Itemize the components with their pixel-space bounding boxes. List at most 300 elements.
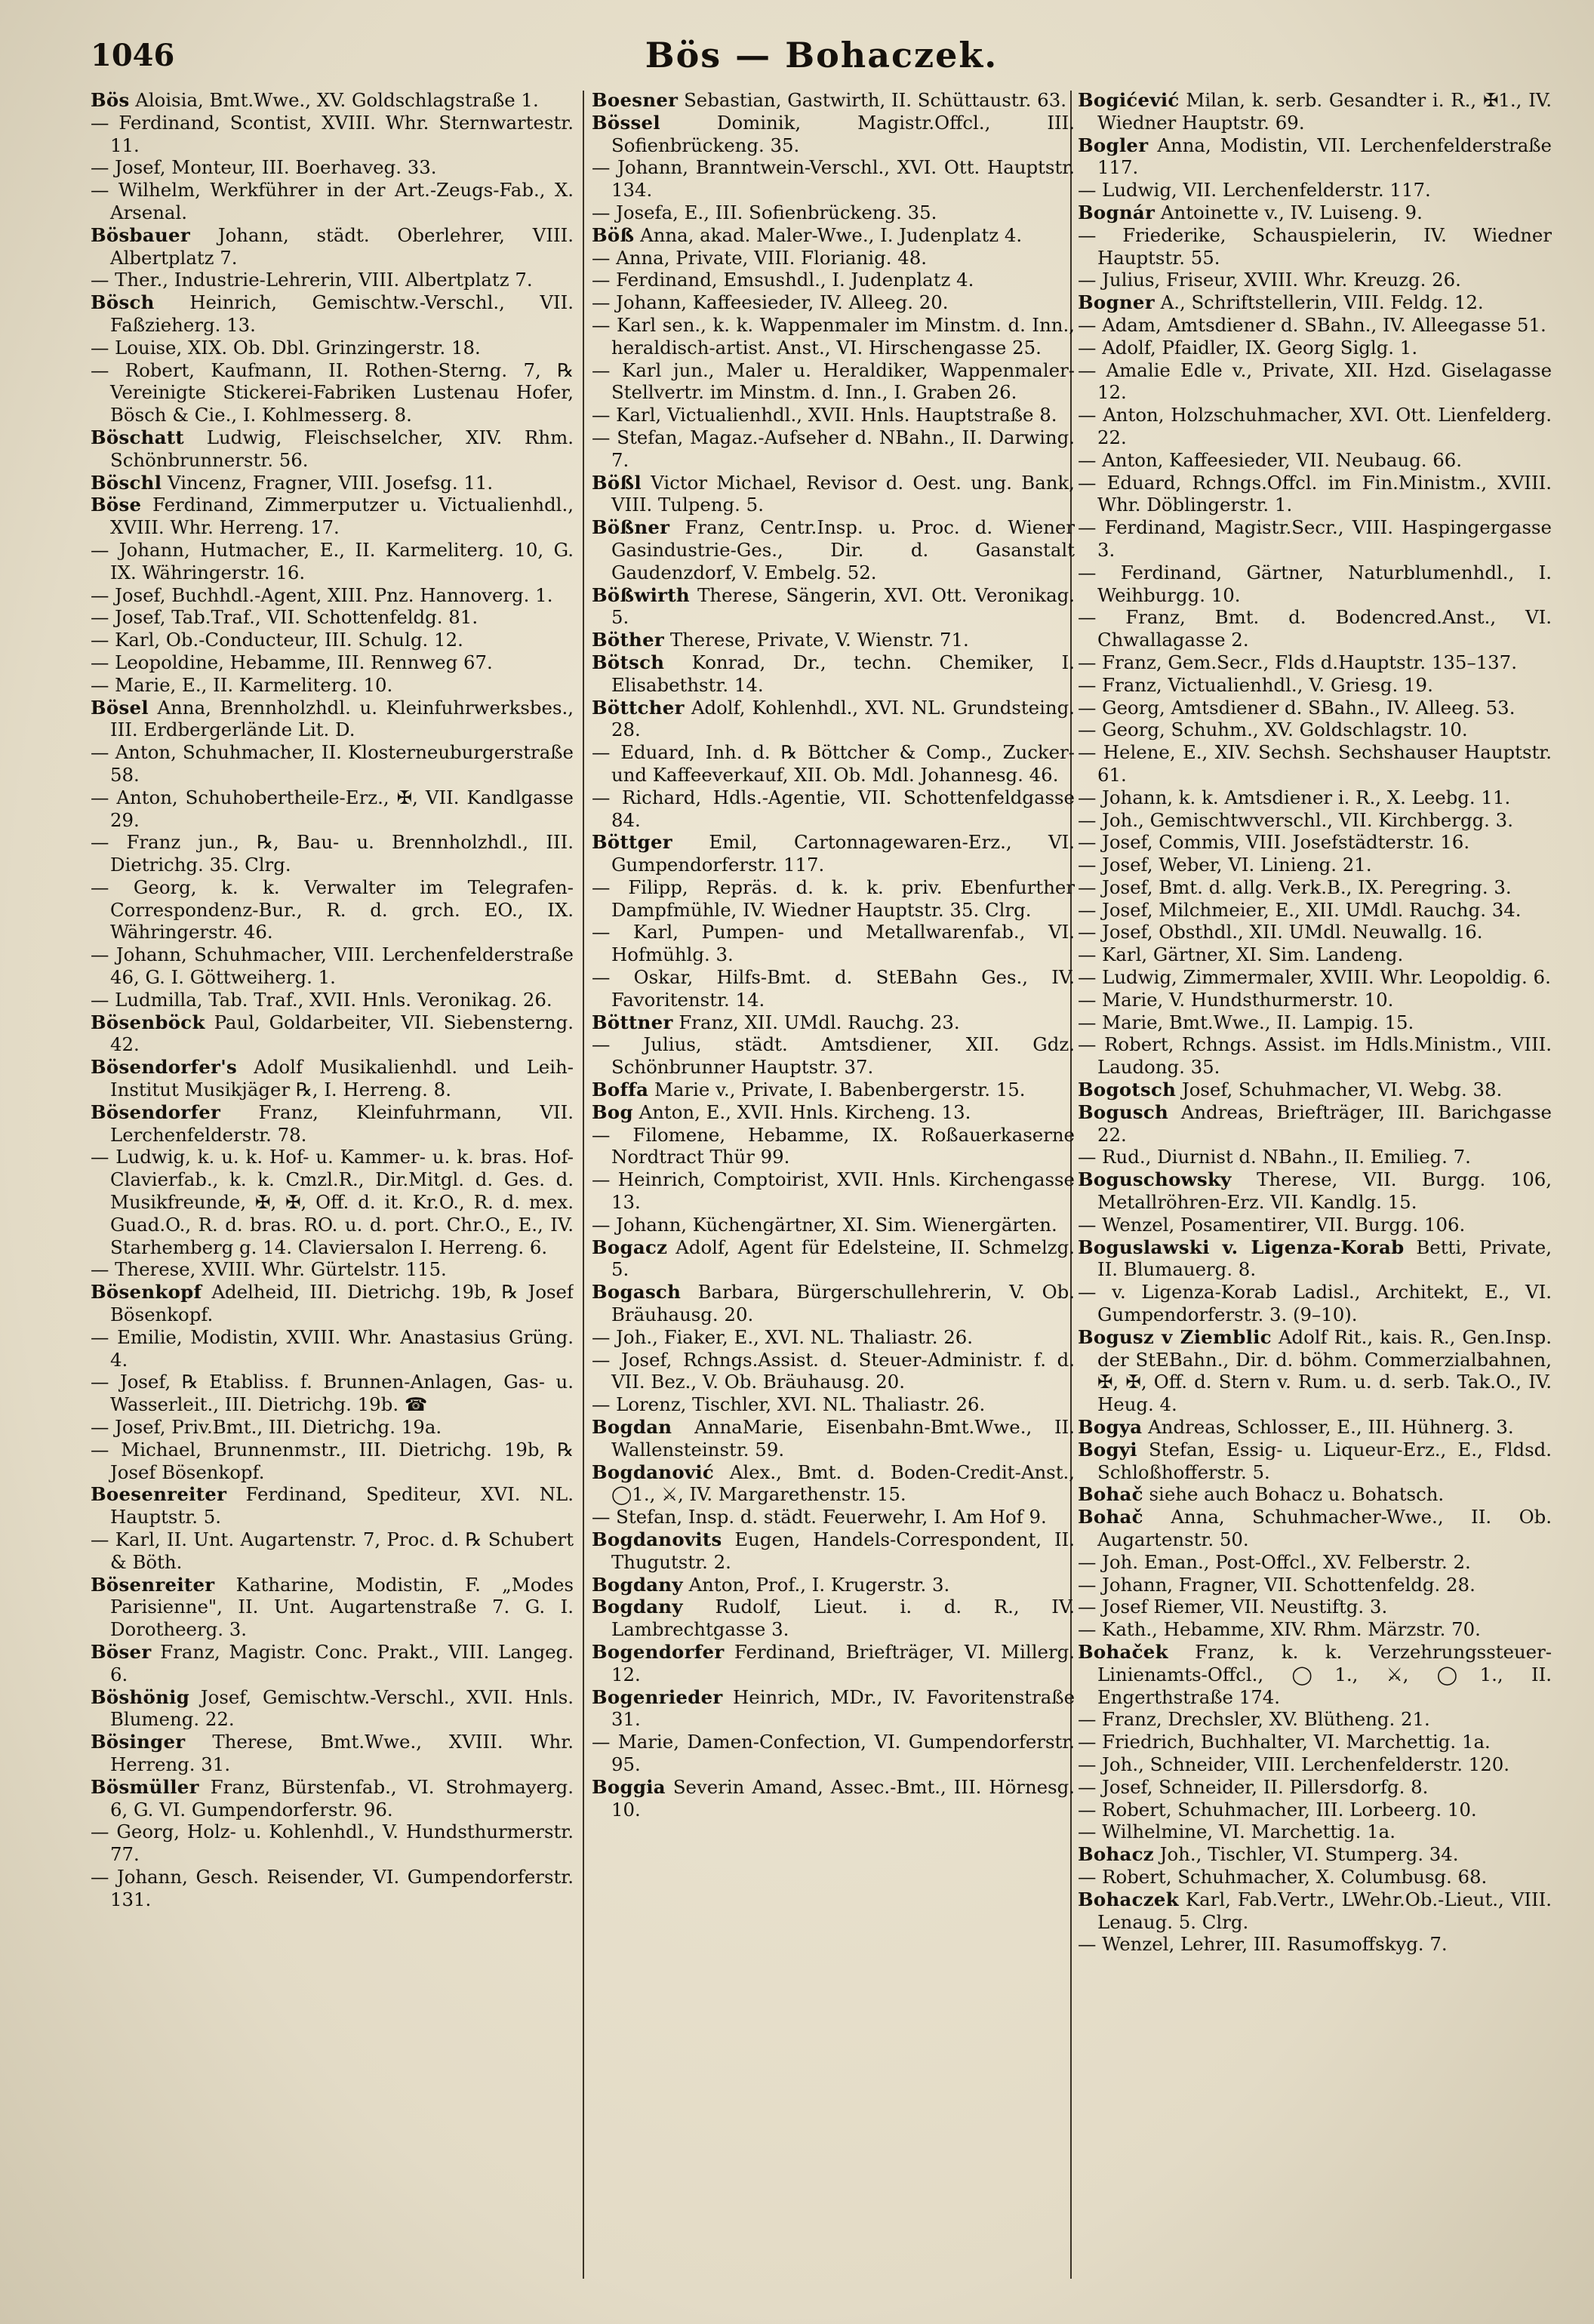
entry-details: — Josef, Buchhdl.-Agent, XIII. Pnz. Hannoverg. 1.	[91, 583, 553, 606]
directory-entry	[592, 1236, 1075, 1282]
entry-details: — Ferdinand, Magistr.Secr., VIII. Haspingergasse 3.	[1078, 516, 1552, 561]
entry-details: — Georg, k. k. Verwalter im Telegrafen-Correspondenz-Bur., R. d. grch. EO., IX. Währingerstr. 46.	[91, 876, 574, 943]
entry-details: AnnaMarie, Eisenbahn-Bmt.Wwe., II. Wallensteinstr. 59.	[611, 1416, 1075, 1461]
entry-surname: Bogner	[1078, 291, 1155, 314]
entry-details: — Leopoldine, Hebamme, III. Rennweg 67.	[91, 651, 493, 673]
entry-details: Karl, Fab.Vertr., LWehr.Ob.-Lieut., VIII. Lenaug. 5. Clrg.	[1097, 1888, 1552, 1933]
directory-entry	[592, 876, 1075, 922]
directory-entry	[1078, 1483, 1552, 1506]
entry-details: — Adam, Amtsdiener d. SBahn., IV. Alleegasse 51.	[1078, 313, 1546, 336]
entry-details: Therese, VII. Burgg. 106, Metallröhren-Erz. VII. Kandlg. 15.	[1097, 1168, 1552, 1214]
entry-details: Therese, Private, V. Wienstr. 71.	[664, 629, 969, 651]
entry-details: — Rud., Diurnist d. NBahn., II. Emilieg. 7.	[1078, 1146, 1471, 1168]
directory-entry	[1078, 697, 1552, 719]
directory-entry	[1078, 1843, 1552, 1866]
entry-details: — Stefan, Magaz.-Aufseher d. NBahn., II. Darwing. 7.	[592, 426, 1075, 471]
entry-surname: Böß	[592, 223, 635, 246]
entry-details: — Ferdinand, Gärtner, Naturblumenhdl., I. Weihburgg. 10.	[1078, 561, 1552, 606]
entry-surname: Boguslawski v. Ligenza-Korab	[1078, 1236, 1405, 1258]
entry-details: — Wilhelm, Werkführer in der Art.-Zeugs-Fab., X. Arsenal.	[91, 179, 574, 223]
directory-entry	[1078, 921, 1552, 943]
entry-details: Andreas, Briefträger, III. Barichgasse 22.	[1097, 1100, 1552, 1146]
directory-entry	[1078, 1888, 1552, 1934]
directory-entry	[592, 1011, 1075, 1034]
directory-entry	[91, 606, 574, 629]
directory-entry	[91, 876, 574, 943]
entry-surname: Bogendorfer	[592, 1640, 725, 1663]
directory-entry	[1078, 291, 1552, 314]
directory-entry	[91, 269, 574, 291]
entry-details: — Karl sen., k. k. Wappenmaler im Minstm. d. Inn., heraldisch-artist. Anst., VI. Hirschengasse 25.	[592, 313, 1075, 359]
entry-surname: Bößner	[592, 516, 670, 539]
directory-entry	[592, 1641, 1075, 1686]
entry-details: Aloisia, Bmt.Wwe., XV. Goldschlagstraße 1.	[129, 89, 539, 111]
directory-entry	[1078, 1933, 1552, 1956]
directory-entry	[1078, 337, 1552, 359]
entry-details: Anna, Schuhmacher-Wwe., II. Ob. Augartenstr. 50.	[1097, 1506, 1552, 1550]
directory-entry	[1078, 719, 1552, 741]
directory-entry	[1078, 831, 1552, 854]
entry-surname: Bösel	[91, 696, 149, 719]
column-1	[91, 89, 574, 2294]
directory-entry	[91, 1821, 574, 1866]
entry-surname: Bößwirth	[592, 583, 690, 606]
directory-entry	[592, 1686, 1075, 1731]
entry-details: Adelheid, III. Dietrichg. 19b, ℞ Josef Bösenkopf.	[110, 1281, 574, 1326]
directory-entry	[1078, 1731, 1552, 1753]
directory-entry	[1078, 1416, 1552, 1439]
directory-entry	[91, 1439, 574, 1484]
directory-entry	[1078, 202, 1552, 224]
directory-entry	[592, 314, 1075, 359]
entry-surname: Boesner	[592, 89, 679, 111]
directory-entry	[592, 697, 1075, 742]
entry-surname: Bössel	[592, 111, 660, 134]
directory-entry	[91, 1146, 574, 1258]
entry-surname: Boguschowsky	[1078, 1168, 1232, 1191]
entry-details: siehe auch Bohacz u. Bohatsch.	[1143, 1483, 1445, 1506]
entry-surname: Bogasch	[592, 1281, 682, 1304]
directory-entry	[91, 1641, 574, 1686]
entry-details: — Franz, Bmt. d. Bodencred.Anst., VI. Chwallagasse 2.	[1078, 606, 1552, 651]
directory-entry	[1078, 1618, 1552, 1641]
entry-surname: Böther	[592, 629, 665, 651]
entry-details: — Franz, Drechsler, XV. Blütheng. 21.	[1078, 1708, 1430, 1731]
entry-details: — Robert, Schuhmacher, III. Lorbeerg. 10.	[1078, 1798, 1477, 1821]
directory-entry	[1078, 1799, 1552, 1821]
entry-details: Dominik, Magistr.Offcl., III. Sofienbrückeng. 35.	[611, 111, 1075, 156]
entry-surname: Bog	[592, 1100, 633, 1123]
entry-surname: Bogdan	[592, 1416, 672, 1439]
entry-details: — Josef, ℞ Etabliss. f. Brunnen-Anlagen, Gas- u. Wasserleit., III. Dietrichg. 19b. ☎	[91, 1371, 574, 1416]
directory-entry	[1078, 1551, 1552, 1574]
entry-details: Antoinette v., IV. Luiseng. 9.	[1155, 201, 1423, 223]
entry-details: — Friedrich, Buchhalter, VI. Marchettig. 1a.	[1078, 1731, 1491, 1753]
directory-entry	[1078, 899, 1552, 922]
entry-details: — Karl, Pumpen- und Metallwarenfab., VI. Hofmühlg. 3.	[592, 921, 1075, 966]
entry-details: — Eduard, Rchngs.Offcl. im Fin.Ministm., XVIII. Whr. Döblingerstr. 1.	[1078, 471, 1552, 516]
directory-entry	[592, 1596, 1075, 1641]
entry-details: — Therese, XVIII. Whr. Gürtelstr. 115.	[91, 1258, 447, 1281]
directory-entry	[1078, 1168, 1552, 1214]
entry-details: — Ferdinand, Scontist, XVIII. Whr. Sternwartestr. 11.	[91, 111, 574, 156]
directory-entry	[1078, 1708, 1552, 1731]
directory-entry	[592, 269, 1075, 291]
directory-entry	[91, 1574, 574, 1641]
directory-entry	[91, 989, 574, 1011]
directory-entry	[592, 1168, 1075, 1214]
directory-entry	[1078, 1146, 1552, 1168]
directory-entry	[1078, 1506, 1552, 1551]
entry-details: — Ludmilla, Tab. Traf., XVII. Hnls. Veronikag. 26.	[91, 988, 552, 1011]
directory-entry	[592, 112, 1075, 157]
directory-entry	[592, 1574, 1075, 1596]
entry-details: Franz, k. k. Verzehrungssteuer-Linienamts-Offcl., ◯1., ⚔, ◯1., II. Engerthstraße 174.	[1097, 1640, 1552, 1708]
entry-details: — Anton, Holzschuhmacher, XVI. Ott. Lienfelderg. 22.	[1078, 404, 1552, 448]
directory-entry	[91, 1371, 574, 1416]
entry-details: Andreas, Schlosser, E., III. Hühnerg. 3.	[1142, 1416, 1514, 1439]
directory-entry	[592, 1528, 1075, 1574]
entry-details: — Joh., Gemischtwverschl., VII. Kirchbergg. 3.	[1078, 808, 1513, 831]
entry-details: Franz, Kleinfuhrmann, VII. Lerchenfelderstr. 78.	[110, 1100, 574, 1146]
entry-surname: Bogyi	[1078, 1438, 1137, 1461]
entry-details: Franz, Bürstenfab., VI. Strohmayerg. 6, G. VI. Gumpendorferstr. 96.	[110, 1775, 574, 1821]
directory-entry	[592, 224, 1075, 247]
entry-details: — Joh., Fiaker, E., XVI. NL. Thaliastr. 26.	[592, 1325, 974, 1348]
entry-surname: Bogdanović	[592, 1461, 715, 1483]
entry-details: — Johann, Gesch. Reisender, VI. Gumpendorferstr. 131.	[91, 1865, 574, 1910]
entry-details: Ferdinand, Spediteur, XVI. NL. Hauptstr. 5.	[110, 1483, 574, 1528]
directory-entry	[592, 1506, 1075, 1528]
entry-details: — Ferdinand, Emsushdl., I. Judenplatz 4.	[592, 269, 974, 291]
entry-details: Heinrich, MDr., IV. Favoritenstraße 31.	[611, 1685, 1075, 1731]
entry-details: Marie v., Private, I. Babenbergerstr. 15.	[648, 1079, 1026, 1101]
entry-details: — Johann, k. k. Amtsdiener i. R., X. Leebg. 11.	[1078, 786, 1511, 808]
directory-entry	[592, 831, 1075, 876]
entry-surname: Böttcher	[592, 696, 685, 719]
column-divider	[583, 91, 584, 2279]
entry-details: — Ludwig, Zimmermaler, XVIII. Whr. Leopoldig. 6.	[1078, 966, 1551, 989]
entry-surname: Böschl	[91, 471, 162, 494]
entry-surname: Bogićević	[1078, 89, 1180, 111]
entry-details: — Anna, Private, VIII. Florianig. 48.	[592, 246, 928, 269]
directory-entry	[1078, 1033, 1552, 1079]
directory-entry	[91, 1686, 574, 1731]
directory-entry	[91, 1731, 574, 1776]
directory-entry	[592, 1349, 1075, 1394]
directory-entry	[91, 337, 574, 359]
directory-entry	[592, 247, 1075, 269]
directory-entry	[91, 426, 574, 472]
entry-details: — v. Ligenza-Korab Ladisl., Architekt, E., VI. Gumpendorferstr. 3. (9–10).	[1078, 1281, 1552, 1326]
entry-details: — Marie, E., II. Karmeliterg. 10.	[91, 673, 393, 696]
directory-entry	[91, 89, 574, 112]
directory-entry	[91, 786, 574, 832]
directory-entry	[592, 359, 1075, 405]
directory-entry	[592, 1101, 1075, 1124]
entry-surname: Bösmüller	[91, 1775, 199, 1798]
directory-entry	[1078, 269, 1552, 291]
entry-details: Barbara, Bürgerschullehrerin, V. Ob. Bräuhausg. 20.	[611, 1281, 1075, 1326]
entry-surname: Bogdany	[592, 1573, 683, 1596]
entry-surname: Bötsch	[592, 651, 665, 673]
entry-surname: Böshönig	[91, 1685, 190, 1708]
entry-details: — Eduard, Inh. d. ℞ Böttcher & Comp., Zucker- und Kaffeeverkauf, XII. Ob. Mdl. Johannesg. 46.	[592, 741, 1075, 786]
directory-entry	[1078, 359, 1552, 405]
entry-details: Anton, E., XVII. Hnls. Kircheng. 13.	[632, 1100, 971, 1123]
entry-surname: Bogdanovits	[592, 1528, 722, 1550]
directory-entry	[1078, 989, 1552, 1011]
entry-details: — Lorenz, Tischler, XVI. NL. Thaliastr. 26.	[592, 1393, 986, 1416]
entry-surname: Bohaczek	[1078, 1888, 1179, 1910]
directory-entry	[592, 966, 1075, 1011]
entry-details: — Georg, Amtsdiener d. SBahn., IV. Alleeg. 53.	[1078, 696, 1516, 719]
directory-entry	[1078, 134, 1552, 180]
entry-details: — Anton, Schuhmacher, II. Klosterneuburgerstraße 58.	[91, 741, 574, 786]
entry-details: — Josefa, E., III. Sofienbrückeng. 35.	[592, 201, 937, 223]
entry-details: — Johann, Branntwein-Verschl., XVI. Ott. Hauptstr. 134.	[592, 156, 1075, 202]
directory-entry	[1078, 651, 1552, 674]
directory-entry	[91, 472, 574, 494]
entry-details: — Marie, Damen-Confection, VI. Gumpendorferstr. 95.	[592, 1731, 1075, 1775]
directory-entry	[1078, 741, 1552, 786]
entry-details: — Josef, Commis, VIII. Josefstädterstr. 16.	[1078, 831, 1470, 854]
entry-details: A., Schriftstellerin, VIII. Feldg. 12.	[1154, 291, 1484, 314]
entry-details: Joh., Tischler, VI. Stumperg. 34.	[1153, 1843, 1459, 1866]
entry-details: Sebastian, Gastwirth, II. Schüttaustr. 63.	[678, 89, 1066, 111]
directory-entry	[1078, 1326, 1552, 1416]
entry-surname: Bogdany	[592, 1596, 683, 1618]
entry-surname: Bohač	[1078, 1506, 1143, 1528]
entry-surname: Boffa	[592, 1079, 649, 1101]
entry-details: — Kath., Hebamme, XIV. Rhm. Märzstr. 70.	[1078, 1618, 1481, 1641]
entry-details: — Johann, Fragner, VII. Schottenfeldg. 28.	[1078, 1573, 1476, 1596]
entry-details: — Johann, Kaffeesieder, IV. Alleeg. 20.	[592, 291, 949, 314]
entry-details: — Johann, Küchengärtner, XI. Sim. Wienergärten.	[592, 1213, 1057, 1236]
directory-entry	[592, 404, 1075, 426]
entry-details: — Marie, Bmt.Wwe., II. Lampig. 15.	[1078, 1011, 1414, 1033]
entry-details: Rudolf, Lieut. i. d. R., IV. Lambrechtgasse 3.	[611, 1596, 1075, 1641]
entry-details: — Joh., Schneider, VIII. Lerchenfelderstr. 120.	[1078, 1753, 1510, 1775]
directory-entry	[91, 651, 574, 674]
directory-entry	[91, 1011, 574, 1057]
entry-surname: Bognár	[1078, 201, 1155, 223]
entry-details: — Marie, V. Hundsthurmerstr. 10.	[1078, 988, 1394, 1011]
directory-entry	[91, 539, 574, 584]
directory-entry	[592, 1416, 1075, 1461]
directory-entry	[592, 1033, 1075, 1079]
directory-entry	[592, 1461, 1075, 1507]
entry-details: — Wenzel, Lehrer, III. Rasumoffskyg. 7.	[1078, 1933, 1448, 1956]
entry-details: — Karl, II. Unt. Augartenstr. 7, Proc. d. ℞ Schubert & Böth.	[91, 1528, 574, 1573]
directory-entry	[1078, 1011, 1552, 1034]
directory-entry	[1078, 1866, 1552, 1888]
entry-details: Betti, Private, II. Blumauerg. 8.	[1097, 1236, 1552, 1281]
entry-details: — Filomene, Hebamme, IX. Roßauerkaserne Nordtract Thür 99.	[592, 1123, 1075, 1168]
entry-details: — Amalie Edle v., Private, XII. Hzd. Giselagasse 12.	[1078, 359, 1552, 404]
directory-entry	[1078, 1101, 1552, 1147]
entry-surname: Bogya	[1078, 1416, 1143, 1439]
directory-entry	[91, 1483, 574, 1528]
directory-entry	[592, 291, 1075, 314]
entry-details: — Johann, Schuhmacher, VIII. Lerchenfelderstraße 46, G. I. Göttweiherg. 1.	[91, 943, 574, 989]
directory-entry	[1078, 224, 1552, 269]
entry-details: — Josef, Tab.Traf., VII. Schottenfeldg. 81.	[91, 606, 479, 629]
entry-surname: Bogenrieder	[592, 1685, 723, 1708]
entry-details: — Ther., Industrie-Lehrerin, VIII. Albertplatz 7.	[91, 269, 533, 291]
entry-details: — Karl, Victualienhdl., XVII. Hnls. Hauptstraße 8.	[592, 404, 1057, 426]
entry-surname: Bogler	[1078, 134, 1149, 156]
entry-details: Victor Michael, Revisor d. Oest. ung. Bank, VIII. Tulpeng. 5.	[611, 471, 1075, 516]
directory-entry	[91, 291, 574, 337]
directory-entry	[1078, 1574, 1552, 1596]
entry-surname: Bogotsch	[1078, 1079, 1177, 1101]
entry-details: — Robert, Schuhmacher, X. Columbusg. 68.	[1078, 1865, 1488, 1888]
directory-entry	[592, 629, 1075, 651]
directory-entry	[1078, 1821, 1552, 1843]
entry-surname: Bösenreiter	[91, 1573, 215, 1596]
directory-entry	[91, 156, 574, 179]
entry-details: — Josef, Obsthdl., XII. UMdl. Neuwallg. 16.	[1078, 921, 1483, 943]
directory-entry	[91, 179, 574, 224]
entry-details: Ludwig, Fleischselcher, XIV. Rhm. Schönbrunnerstr. 56.	[110, 426, 574, 471]
entry-details: — Karl, Gärtner, XI. Sim. Landeng.	[1078, 943, 1404, 966]
entry-details: Therese, Sängerin, XVI. Ott. Veronikag. 5.	[611, 583, 1075, 629]
directory-entry	[1078, 1236, 1552, 1282]
column-3	[1078, 89, 1552, 2294]
directory-entry	[91, 1326, 574, 1371]
entry-details: — Georg, Holz- u. Kohlenhdl., V. Hundsthurmerstr. 77.	[91, 1821, 574, 1866]
entry-details: — Josef, Bmt. d. allg. Verk.B., IX. Peregring. 3.	[1078, 876, 1512, 898]
directory-entry	[592, 1731, 1075, 1776]
directory-entry	[1078, 562, 1552, 607]
directory-entry	[1078, 1214, 1552, 1236]
entry-details: — Oskar, Hilfs-Bmt. d. StEBahn Ges., IV. Favoritenstr. 14.	[592, 966, 1075, 1011]
entry-details: — Karl jun., Maler u. Heraldiker, Wappenmaler-Stellvertr. im Minstm. d. Inn., I. Graben 26.	[592, 359, 1075, 404]
directory-entry	[592, 426, 1075, 472]
entry-surname: Böschatt	[91, 426, 184, 448]
entry-details: Anna, Modistin, VII. Lerchenfelderstraße 117.	[1097, 134, 1552, 179]
entry-details: Milan, k. serb. Gesandter i. R., ✠1., IV. Wiedner Hauptstr. 69.	[1097, 89, 1552, 134]
entry-details: — Johann, Hutmacher, E., II. Karmeliterg. 10, G. IX. Währingerstr. 16.	[91, 538, 574, 583]
directory-entry	[592, 651, 1075, 697]
entry-details: Anna, Brennholzhdl. u. Kleinfuhrwerksbes., III. Erdbergerlände Lit. D.	[110, 696, 574, 741]
directory-entry	[91, 494, 574, 539]
entry-details: Konrad, Dr., techn. Chemiker, I. Elisabethstr. 14.	[611, 651, 1075, 696]
entry-surname: Bogacz	[592, 1236, 668, 1258]
entry-surname: Bösendorfer's	[91, 1056, 237, 1079]
entry-details: — Stefan, Insp. d. städt. Feuerwehr, I. Am Hof 9.	[592, 1506, 1047, 1528]
directory-entry	[91, 584, 574, 607]
directory-entry	[1078, 606, 1552, 651]
directory-entry	[1078, 876, 1552, 899]
directory-entry	[592, 1326, 1075, 1349]
entry-details: Paul, Goldarbeiter, VII. Siebensterng. 42.	[110, 1011, 574, 1056]
entry-details: — Adolf, Pfaidler, IX. Georg Siglg. 1.	[1078, 336, 1418, 359]
entry-details: Adolf, Kohlenhdl., XVI. NL. Grundsteing. 28.	[611, 696, 1075, 741]
entry-details: Johann, städt. Oberlehrer, VIII. Albertplatz 7.	[110, 223, 574, 269]
entry-details: — Louise, XIX. Ob. Dbl. Grinzingerstr. 18.	[91, 336, 481, 359]
entry-details: — Robert, Rchngs. Assist. im Hdls.Ministm., VIII. Laudong. 35.	[1078, 1033, 1552, 1079]
entry-details: — Joh. Eman., Post-Offcl., XV. Felberstr. 2.	[1078, 1550, 1471, 1573]
entry-details: Anton, Prof., I. Krugerstr. 3.	[682, 1573, 950, 1596]
directory-entry	[592, 1393, 1075, 1416]
entry-details: Ferdinand, Briefträger, VI. Millerg. 12.	[611, 1640, 1075, 1685]
directory-entry	[592, 741, 1075, 786]
directory-entry	[592, 921, 1075, 966]
column-2	[592, 89, 1075, 2294]
directory-entry	[592, 156, 1075, 202]
entry-details: — Franz, Gem.Secr., Flds d.Hauptstr. 135–137.	[1078, 651, 1517, 673]
entry-surname: Bohacz	[1078, 1843, 1154, 1866]
directory-entry	[1078, 1281, 1552, 1326]
entry-details: — Heinrich, Comptoirist, XVII. Hnls. Kirchengasse 13.	[592, 1168, 1075, 1214]
directory-entry	[91, 943, 574, 989]
entry-surname: Bösenböck	[91, 1011, 205, 1033]
directory-entry	[91, 1056, 574, 1101]
entry-details: — Richard, Hdls.-Agentie, VII. Schottenfeldgasse 84.	[592, 786, 1075, 831]
directory-entry	[91, 112, 574, 157]
entry-details: Adolf Rit., kais. R., Gen.Insp. der StEBahn., Dir. d. böhm. Commerzialbahnen, ✠, ✠, Off. d. Stern v. Rum. u. d. serb. Tak.O., IV. Heug. 4.	[1097, 1325, 1552, 1416]
entry-details: Franz, Centr.Insp. u. Proc. d. Wiener Gasindustrie-Ges., Dir. d. Gasanstalt Gaudenzdorf, V. Embelg. 52.	[611, 516, 1075, 583]
entry-surname: Böse	[91, 494, 142, 516]
entry-details: — Josef, Priv.Bmt., III. Dietrichg. 19a.	[91, 1416, 442, 1439]
page-title: Bös — Bohaczek.	[645, 35, 999, 75]
page-number: 1046	[91, 38, 175, 73]
directory-entry	[91, 1101, 574, 1147]
entry-details: Adolf, Agent für Edelsteine, II. Schmelzg. 5.	[611, 1236, 1075, 1281]
entry-details: Franz, Magistr. Conc. Prakt., VIII. Langeg. 6.	[110, 1640, 574, 1685]
entry-details: — Josef, Weber, VI. Linieng. 21.	[1078, 854, 1372, 876]
entry-details: — Ludwig, k. u. k. Hof- u. Kammer- u. k. bras. Hof-Clavierfab., k. k. Cmzl.R., Dir.Mitgl. d. Ges. d. Musikfreunde, ✠, ✠, Off. d. it. Kr.O., R. d. mex. Guad.O., R. d. bras. RO. u. d. port. Chr.O., E., IV. Starhemberg g. 14. Claviersalon I. Herreng. 6.	[91, 1146, 574, 1258]
directory-entry	[1078, 404, 1552, 449]
directory-entry	[91, 697, 574, 742]
directory-entry	[91, 831, 574, 876]
directory-entry	[91, 1528, 574, 1574]
directory-entry	[91, 1416, 574, 1439]
entry-details: — Karl, Ob.-Conducteur, III. Schulg. 12.	[91, 629, 463, 651]
directory-entry	[592, 202, 1075, 224]
entry-surname: Böttner	[592, 1011, 673, 1033]
entry-details: Vincenz, Fragner, VIII. Josefsg. 11.	[162, 471, 494, 494]
entry-details: Anna, akad. Maler-Wwe., I. Judenplatz 4.	[634, 223, 1023, 246]
entry-details: Ferdinand, Zimmerputzer u. Victualienhdl., XVIII. Whr. Herreng. 17.	[110, 494, 574, 539]
entry-details: — Josef Riemer, VII. Neustiftg. 3.	[1078, 1596, 1388, 1618]
directory-entry	[1078, 516, 1552, 562]
directory-entry	[592, 516, 1075, 583]
entry-details: Eugen, Handels-Correspondent, II. Thugutstr. 2.	[611, 1528, 1075, 1573]
directory-entry	[592, 584, 1075, 629]
entry-details: Franz, XII. UMdl. Rauchg. 23.	[672, 1011, 960, 1033]
directory-entry	[1078, 1596, 1552, 1618]
page-header	[91, 32, 1552, 85]
directory-entry	[592, 1281, 1075, 1326]
entry-details: — Michael, Brunnenmstr., III. Dietrichg. 19b, ℞ Josef Bösenkopf.	[91, 1438, 574, 1483]
entry-details: — Wilhelmine, VI. Marchettig. 1a.	[1078, 1821, 1396, 1843]
directory-entry	[1078, 1776, 1552, 1799]
entry-surname: Boesenreiter	[91, 1483, 227, 1506]
entry-surname: Bösbauer	[91, 223, 190, 246]
directory-entry	[592, 1214, 1075, 1236]
entry-details: — Ludwig, VII. Lerchenfelderstr. 117.	[1078, 179, 1431, 202]
directory-entry	[1078, 943, 1552, 966]
entry-surname: Bogusch	[1078, 1100, 1169, 1123]
entry-details: Emil, Cartonnagewaren-Erz., VI. Gumpendorferstr. 117.	[611, 831, 1075, 876]
entry-details: — Filipp, Repräs. d. k. k. priv. Ebenfurther Dampfmühle, IV. Wiedner Hauptstr. 35. Clrg.	[592, 876, 1075, 921]
entry-surname: Bösch	[91, 291, 155, 314]
directory-entry	[91, 1866, 574, 1911]
directory-entry	[91, 741, 574, 786]
